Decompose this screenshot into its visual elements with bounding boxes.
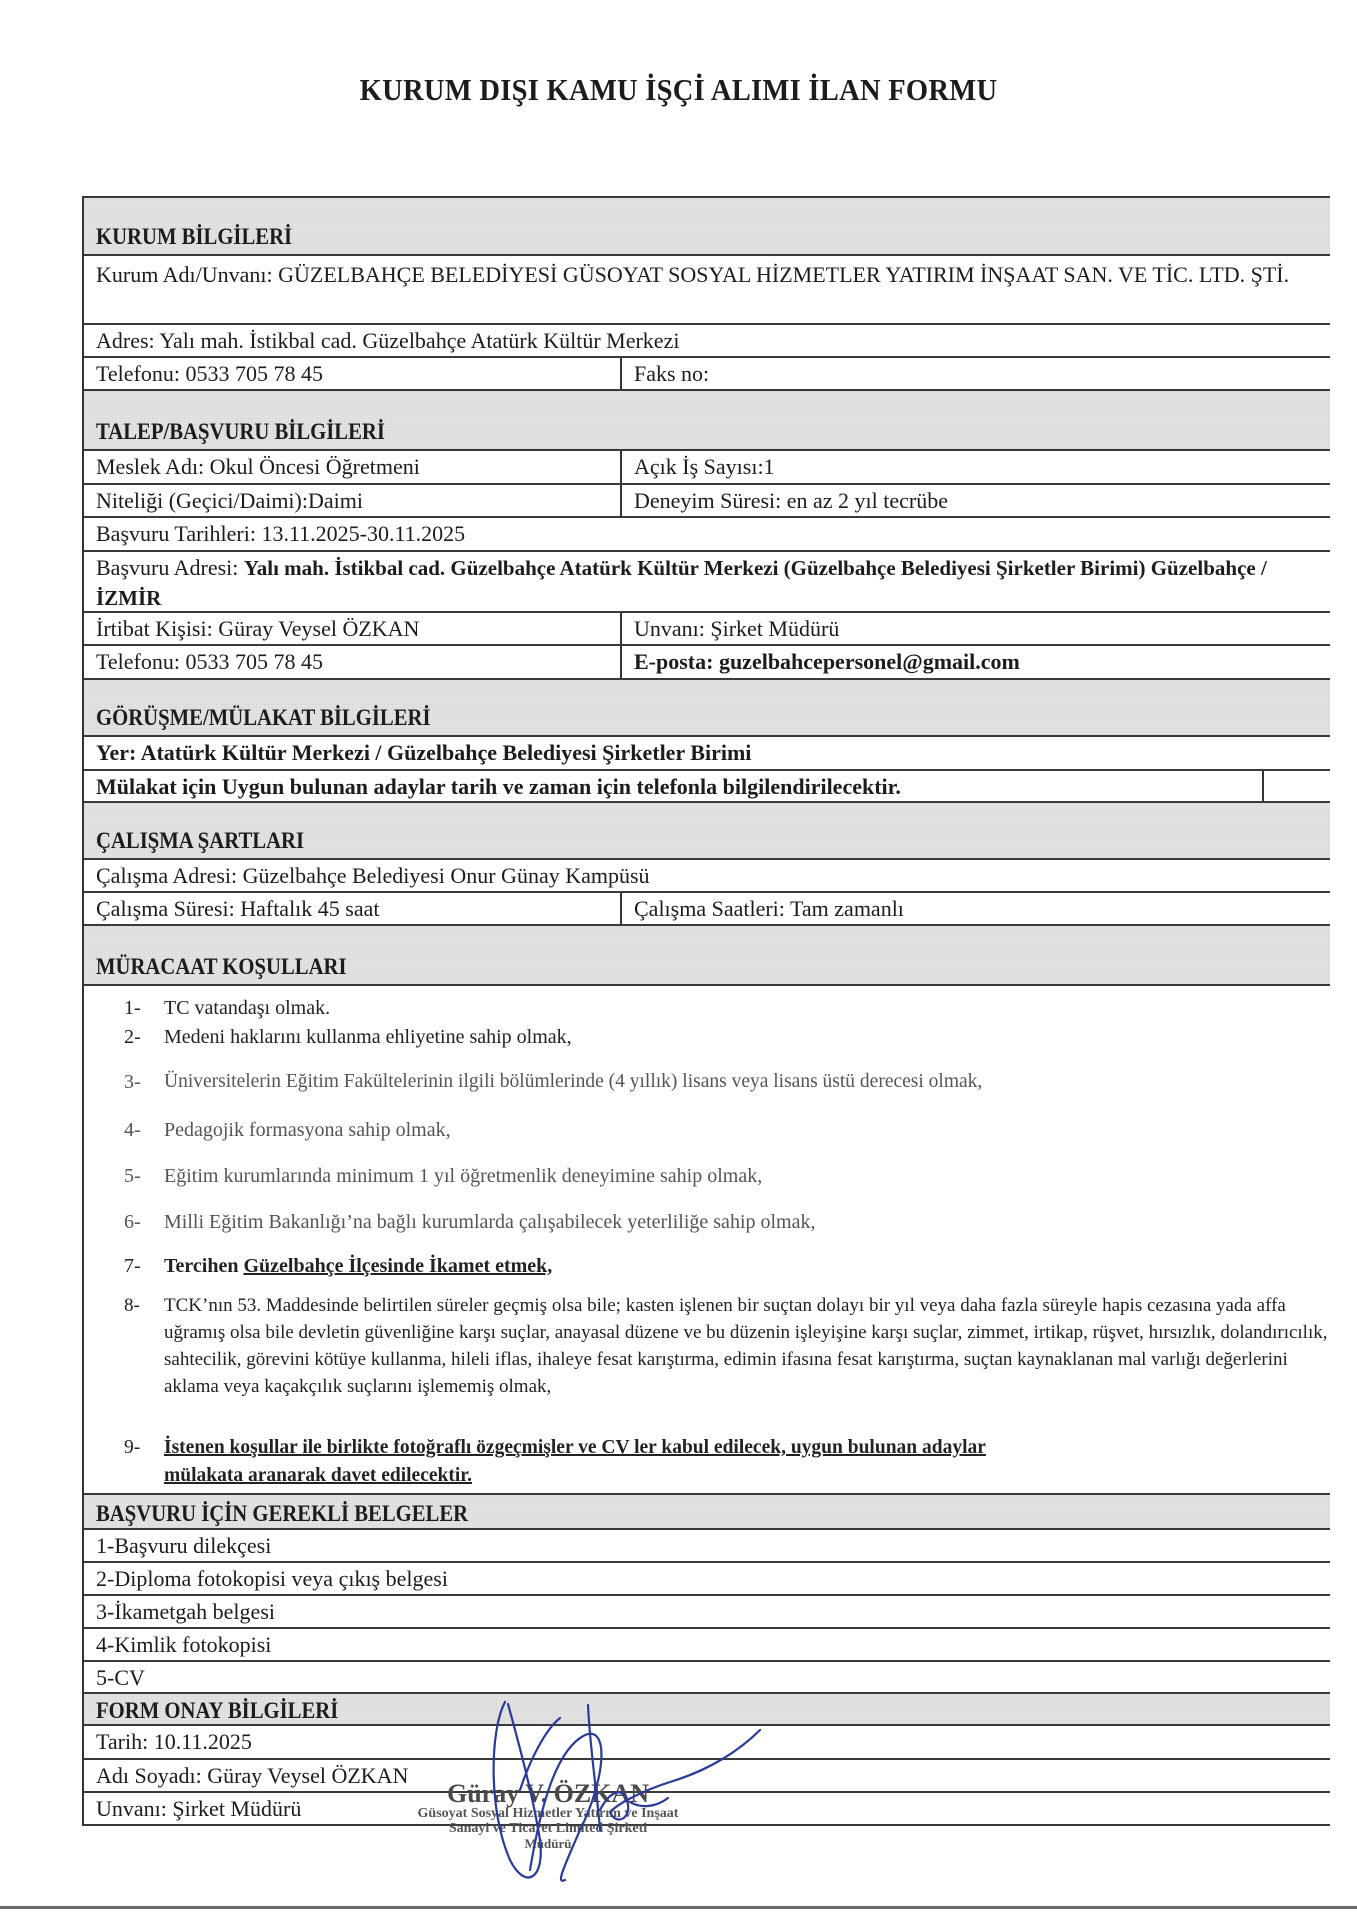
company-stamp [398,1780,698,1850]
calisma-adresi: Çalışma Adresi: Güzelbahçe Belediyesi Onur Günay Kampüsü [96,863,650,888]
item-text: Eğitim kurumlarında minimum 1 yıl öğretmenlik deneyimine sahip olmak, [164,1165,763,1187]
item-text [164,1248,1330,1292]
list-item [124,1248,1330,1292]
item-number: 2- [124,1026,141,1048]
talep-telefon: Telefonu: 0533 705 78 45 [84,646,622,678]
kurum-adi: Kurum Adı/Unvanı: GÜZELBAHÇE BELEDİYESİ GÜSOYAT SOSYAL HİZMETLER YATIRIM İNŞAAT SAN. VE TİC. LTD. ŞTİ. [96,262,1290,287]
section-header-muracaat [84,926,1330,986]
belge-row [84,1530,1330,1563]
page-bottom-border [0,1906,1357,1909]
yer-row [84,737,1330,771]
item-number: 4- [124,1119,141,1141]
mulakat-bilgi: Mülakat için Uygun bulunan adaylar tarih ve zaman için telefonla bilgilendirilecektir. [84,771,1264,801]
belge-row [84,1629,1330,1662]
section-header-kurum [84,196,1330,256]
onay-adi-soyadi: Adı Soyadı: Güray Veysel ÖZKAN [96,1763,409,1788]
belge-item: 1-Başvuru dilekçesi [96,1533,272,1558]
section-title: MÜRACAAT KOŞULLARI [96,954,347,979]
item-text: Üniversitelerin Eğitim Fakültelerinin ilgili bölümlerinde (4 yıllık) lisans veya lisans üstü derecesi olmak, [164,1071,983,1092]
onay-tarih: Tarih: 10.11.2025 [96,1729,252,1754]
item-text: Milli Eğitim Bakanlığı’na bağlı kurumlarda çalışabilecek yeterliliğe sahip olmak, [164,1211,816,1233]
kurum-faks: Faks no: [634,361,710,386]
section-header-calisma [84,803,1330,860]
belge-item: 3-İkametgah belgesi [96,1599,275,1624]
item-number: 3- [124,1071,141,1093]
basvuru-tarihleri: Başvuru Tarihleri: 13.11.2025-30.11.2025 [96,521,466,546]
deneyim-suresi: Deneyim Süresi: en az 2 yıl tecrübe [634,488,949,513]
niteligi: Niteliği (Geçici/Daimi):Daimi [84,485,622,516]
section-header-gorusme [84,680,1330,737]
announcement-form [82,196,1330,1826]
calisma-adresi-row [84,860,1330,893]
item-number: 6- [124,1211,141,1233]
onay-unvan-row [84,1793,1330,1826]
section-title: ÇALIŞMA ŞARTLARI [96,828,305,853]
item-emphasis: Güzelbahçe İlçesinde İkamet etmek, [243,1255,553,1277]
iletisim-row [84,646,1330,680]
item-text: Pedagojik formasyona sahip olmak, [164,1119,451,1141]
meslek-row [84,451,1330,485]
item-text: TCK’nın 53. Maddesinde belirtilen süreler geçmiş olsa bile; kasten işlenen bir suçtan dolayı bir yıl veya daha fazla süreyle hapis cezasına yada affa uğramış olsa bile devletin güvenliğine karşı suçlar, anayasal düzene ve bu düzenin işleyişine karşı suçlar, zimmet, irtikap, rüşvet, hırsızlık, dolandırıcılık, sahtecilik, görevini kötüye kullanma, hileli iflas, ihaleye fesat karıştırma, edimin ifasına fesat karıştırma, suçtan kaynaklanan mal varlığı değerlerini aklama veya kaçakçılık suçlarını işlememiş olmak, [164,1295,1328,1397]
irtibat-row [84,613,1330,646]
section-title: BAŞVURU İÇİN GEREKLİ BELGELER [96,1501,469,1526]
section-title: GÖRÜŞME/MÜLAKAT BİLGİLERİ [96,705,431,730]
belge-item: 4-Kimlik fotokopisi [96,1632,272,1657]
item-number: 7- [124,1255,141,1277]
calisma-suresi: Çalışma Süresi: Haftalık 45 saat [84,893,622,924]
acik-is-sayisi: Açık İş Sayısı:1 [634,454,775,479]
section-header-belgeler [84,1495,1330,1530]
basvuru-adresi-value: Yalı mah. İstikbal cad. Güzelbahçe Atatürk Kültür Merkezi (Güzelbahçe Belediyesi Şirketler Birimi) Güzelbahçe /İZMİR [96,556,1267,610]
section-header-talep [84,391,1330,451]
kurum-adres-row [84,325,1330,358]
muracaat-list-row [84,986,1330,1495]
onay-adi-row [84,1760,1330,1793]
calisma-saatleri: Çalışma Saatleri: Tam zamanlı [634,896,904,921]
belge-item: 2-Diploma fotokopisi veya çıkış belgesi [96,1566,448,1591]
document-title: KURUM DIŞI KAMU İŞÇİ ALIMI İLAN FORMU [359,72,998,107]
list-item [124,1112,1330,1158]
nitelik-row [84,485,1330,518]
stamp-line3: Müdürü [524,1835,572,1851]
stamp-line2: Sanayi ve Ticaret Limited Şirketi [448,1820,648,1836]
item-prefix: Tercihen [164,1255,244,1277]
kurum-adres: Adres: Yalı mah. İstikbal cad. Güzelbahçe Atatürk Kültür Merkezi [96,328,680,353]
muracaat-list [84,986,1330,1493]
item-number: 8- [124,1295,140,1316]
belge-row [84,1662,1330,1694]
list-item [124,1292,1330,1428]
stamp-line1: Güsoyat Sosyal Hizmetler Yatırım ve İnşaat [417,1806,679,1822]
basvuru-adresi [84,552,1330,611]
item-number: 1- [124,997,141,1019]
list-item [124,1204,1330,1248]
list-item [124,1428,1330,1490]
list-item [124,1022,1330,1064]
empty-cell [1264,771,1330,801]
kurum-telefon-row [84,358,1330,391]
irtibat-kisisi: İrtibat Kişisi: Güray Veysel ÖZKAN [84,613,622,644]
item-text: Medeni haklarını kullanma ehliyetine sahip olmak, [164,1026,572,1048]
section-header-onay [84,1694,1330,1726]
item-text: TC vatandaşı olmak. [164,997,331,1019]
meslek-adi: Meslek Adı: Okul Öncesi Öğretmeni [84,451,622,483]
section-title: KURUM BİLGİLERİ [96,224,293,249]
onay-tarih-row [84,1726,1330,1760]
stamp-name: Güray V. ÖZKAN [446,1779,650,1808]
irtibat-unvan: Unvanı: Şirket Müdürü [634,616,840,641]
basvuru-adresi-row [84,552,1330,613]
list-item [124,1064,1330,1112]
item-number: 5- [124,1165,141,1187]
list-item [124,1158,1330,1204]
kurum-adi-row [84,256,1330,325]
belge-row [84,1563,1330,1596]
section-title: TALEP/BAŞVURU BİLGİLERİ [96,419,385,444]
basvuru-adresi-label: Başvuru Adresi: [96,555,244,580]
section-title: FORM ONAY BİLGİLERİ [96,1698,339,1723]
basvuru-tarihleri-row [84,518,1330,552]
onay-unvani: Unvanı: Şirket Müdürü [96,1796,302,1821]
calisma-suresi-row [84,893,1330,926]
item-text: İstenen koşullar ile birlikte fotoğraflı özgeçmişler ve CV ler kabul edilecek, uygun bulunan adaylar mülakata aranarak davet edilecektir. [164,1437,986,1486]
kurum-telefon: Telefonu: 0533 705 78 45 [84,358,622,389]
list-item [124,994,1330,1022]
belge-row [84,1596,1330,1629]
belge-item: 5-CV [96,1665,145,1690]
item-number: 9- [124,1437,141,1458]
mulakat-yeri: Yer: Atatürk Kültür Merkezi / Güzelbahçe Belediyesi Şirketler Birimi [96,740,752,765]
eposta-link[interactable]: E-posta: guzelbahcepersonel@gmail.com [634,649,1020,674]
mulakat-row [84,771,1330,803]
